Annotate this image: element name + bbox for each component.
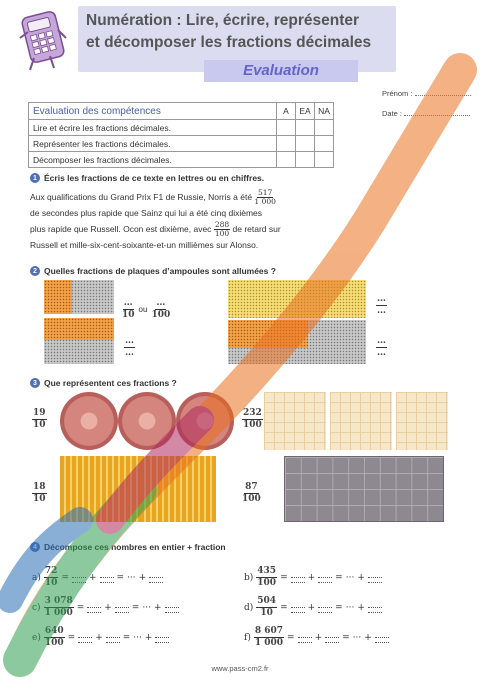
bulb-plate bbox=[228, 280, 366, 318]
decompose-item-f[interactable]: f) $\frac{8 607}{1 000}$ = + = ··· + bbox=[244, 626, 389, 649]
table-row: Décomposer les fractions décimales. bbox=[29, 152, 334, 168]
fraction-answer[interactable]: $\frac{\dots}{\dots}$ bbox=[125, 336, 134, 358]
calculator-mascot-icon bbox=[14, 8, 70, 74]
pizza-image bbox=[60, 392, 118, 450]
table-row: Lire et écrire les fractions décimales. bbox=[29, 120, 334, 136]
column-header: EA bbox=[296, 103, 315, 120]
grid-paper-image bbox=[396, 392, 448, 450]
page-title: Numération : Lire, écrire, représenter et décomposer les fractions décimales bbox=[86, 12, 372, 51]
prenom-field[interactable]: Prénom : bbox=[382, 88, 471, 98]
waffle-image bbox=[140, 456, 216, 522]
pizza-image bbox=[176, 392, 234, 450]
section-4-heading: 4 Décompose ces nombres en entier + fraction bbox=[30, 542, 226, 552]
fraction-answer[interactable]: $\frac{\dots}{\dots}$ bbox=[377, 294, 386, 316]
bulb-plate bbox=[44, 280, 114, 314]
column-header: NA bbox=[315, 103, 334, 120]
column-header: A bbox=[277, 103, 296, 120]
fraction-19-10: $\frac{19}{10}$ bbox=[33, 408, 46, 430]
fraction-18-10: $\frac{18}{10}$ bbox=[33, 482, 46, 504]
pizza-image bbox=[118, 392, 176, 450]
fraction-answer[interactable]: $\frac{\dots}{\dots}$ bbox=[377, 336, 386, 358]
fraction-87-100: $\frac{87}{100}$ bbox=[242, 482, 261, 504]
section-1-text: Aux qualifications du Grand Prix F1 de Russie, Norris a été $\frac{517}{1 000}$ de secondes plus rapide que Sainz qui lui a été cinq dixièmes plus rapide que Russell. Ocon est dixième, avec $\frac{288}{100}$ de retard sur Russell et mille-six-cent-soixante-et-un millièmes sur Alonso. bbox=[30, 188, 281, 250]
bulb-plate bbox=[44, 318, 114, 364]
decompose-item-a[interactable]: a) $\frac{72}{10}$ = + = ··· + bbox=[32, 566, 163, 589]
grid-paper-image bbox=[264, 392, 326, 450]
fraction-answer[interactable]: $\frac{\dots}{10}$ ou $\frac{\dots}{100}$ bbox=[122, 298, 171, 320]
decompose-item-e[interactable]: e) $\frac{640}{100}$ = + = ··· + bbox=[32, 626, 169, 649]
competences-heading: Evaluation des compétences bbox=[29, 103, 277, 120]
evaluation-label: Evaluation bbox=[243, 62, 319, 79]
waffle-image bbox=[60, 456, 140, 522]
table-row: Représenter les fractions décimales. bbox=[29, 136, 334, 152]
section-3-heading: 3 Que représentent ces fractions ? bbox=[30, 378, 177, 388]
date-field[interactable]: Date : bbox=[382, 108, 470, 118]
footer-url: www.pass-cm2.fr bbox=[211, 664, 269, 673]
decompose-item-d[interactable]: d) $\frac{504}{10}$ = + = ··· + bbox=[244, 596, 382, 619]
decompose-item-c[interactable]: c) $\frac{3 078}{1 000}$ = + = ··· + bbox=[32, 596, 179, 619]
section-1-heading: 1 Écris les fractions de ce texte en lettres ou en chiffres. bbox=[30, 173, 264, 183]
bulb-plate bbox=[228, 320, 366, 364]
fraction-232-100: $\frac{232}{100}$ bbox=[243, 408, 262, 430]
grid-paper-image bbox=[330, 392, 392, 450]
decompose-item-b[interactable]: b) $\frac{435}{100}$ = + = ··· + bbox=[244, 566, 382, 589]
chocolate-bar-image bbox=[284, 456, 444, 522]
section-2-heading: 2 Quelles fractions de plaques d’ampoules sont allumées ? bbox=[30, 266, 276, 276]
competences-table bbox=[28, 102, 334, 168]
